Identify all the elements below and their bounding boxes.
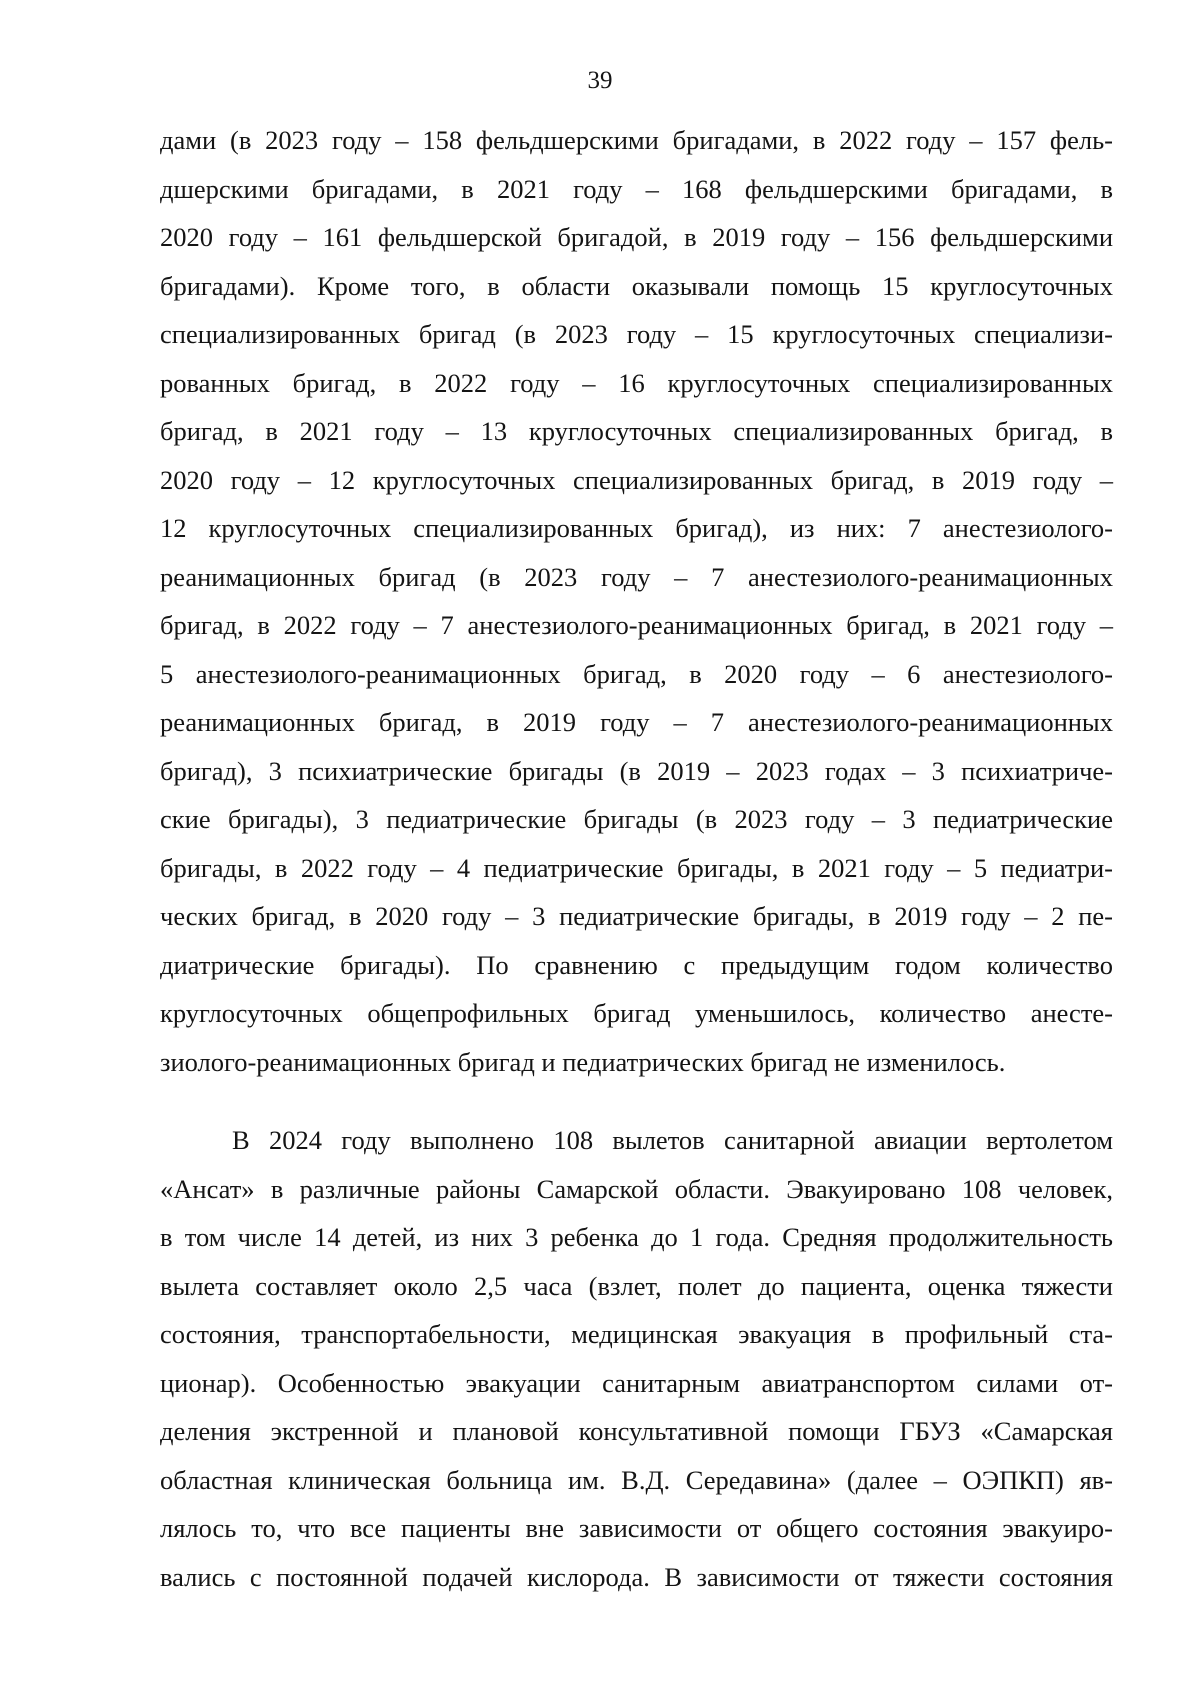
text-line: реанимационных бригад, в 2019 году – 7 анестезиолого-реанимационных [160,707,1113,737]
text-line: состояния, транспортабельности, медицинская эвакуация в профильный ста- [160,1319,1113,1349]
text-line: круглосуточных общепрофильных бригад уменьшилось, количество анесте- [160,998,1113,1028]
text-line: «Ансат» в различные районы Самарской области. Эвакуировано 108 человек, [160,1173,1113,1204]
text-line: специализированных бригад (в 2023 году – 15 круглосуточных специализи- [160,319,1113,349]
text-line: дшерскими бригадами, в 2021 году – 168 фельдшерскими бригадами, в [160,173,1113,204]
text-line: вылета составляет около 2,5 часа (взлет, полет до пациента, оценка тяжести [160,1270,1113,1301]
text-line: ционар). Особенностью эвакуации санитарным авиатранспортом силами от- [160,1367,1113,1398]
text-line: дами (в 2023 году – 158 фельдшерскими бригадами, в 2022 году – 157 фель- [160,125,1113,155]
paragraph-air-ambulance [160,1116,1113,1601]
text-line: ческих бригад, в 2020 году – 3 педиатрические бригады, в 2019 году – 2 пе- [160,901,1113,931]
text-line: лялось то, что все пациенты вне зависимости от общего состояния эвакуиро- [160,1513,1113,1543]
text-line: рованных бригад, в 2022 году – 16 круглосуточных специализированных [160,367,1113,398]
text-line: 2020 году – 12 круглосуточных специализированных бригад, в 2019 году – [160,464,1113,495]
text-line: в том числе 14 детей, из них 3 ребенка до 1 года. Средняя продолжительность [160,1222,1113,1252]
page-number: 39 [587,67,613,94]
text-line: бригадами). Кроме того, в области оказывали помощь 15 круглосуточных [160,270,1113,301]
text-line: бригад, в 2021 году – 13 круглосуточных специализированных бригад, в [160,416,1113,446]
text-line: зиолого-реанимационных бригад и педиатрических бригад не изменилось. [160,1046,1006,1077]
text-line: областная клиническая больница им. В.Д. Середавина» (далее – ОЭПКП) яв- [160,1464,1113,1495]
text-line: бригад, в 2022 году – 7 анестезиолого-реанимационных бригад, в 2021 году – [160,610,1113,640]
text-line: ские бригады), 3 педиатрические бригады (в 2023 году – 3 педиатрические [160,804,1113,834]
text-line: В 2024 году выполнено 108 вылетов санитарной авиации вертолетом [232,1125,1113,1155]
text-line: бригад), 3 психиатрические бригады (в 2019 – 2023 годах – 3 психиатриче- [160,755,1113,786]
paragraph-brigades [160,116,1113,1086]
text-line: вались с постоянной подачей кислорода. В зависимости от тяжести состояния [160,1561,1113,1592]
text-line: бригады, в 2022 году – 4 педиатрические бригады, в 2021 году – 5 педиатри- [160,852,1113,883]
text-line: деления экстренной и плановой консультативной помощи ГБУЗ «Самарская [160,1416,1113,1446]
text-line: 5 анестезиолого-реанимационных бригад, в 2020 году – 6 анестезиолого- [160,658,1113,689]
text-line: 12 круглосуточных специализированных бригад), из них: 7 анестезиолого- [160,513,1113,543]
text-line: 2020 году – 161 фельдшерской бригадой, в 2019 году – 156 фельдшерскими [160,222,1113,252]
text-line: диатрические бригады). По сравнению с предыдущим годом количество [160,949,1113,980]
text-line: реанимационных бригад (в 2023 году – 7 анестезиолого-реанимационных [160,561,1113,592]
